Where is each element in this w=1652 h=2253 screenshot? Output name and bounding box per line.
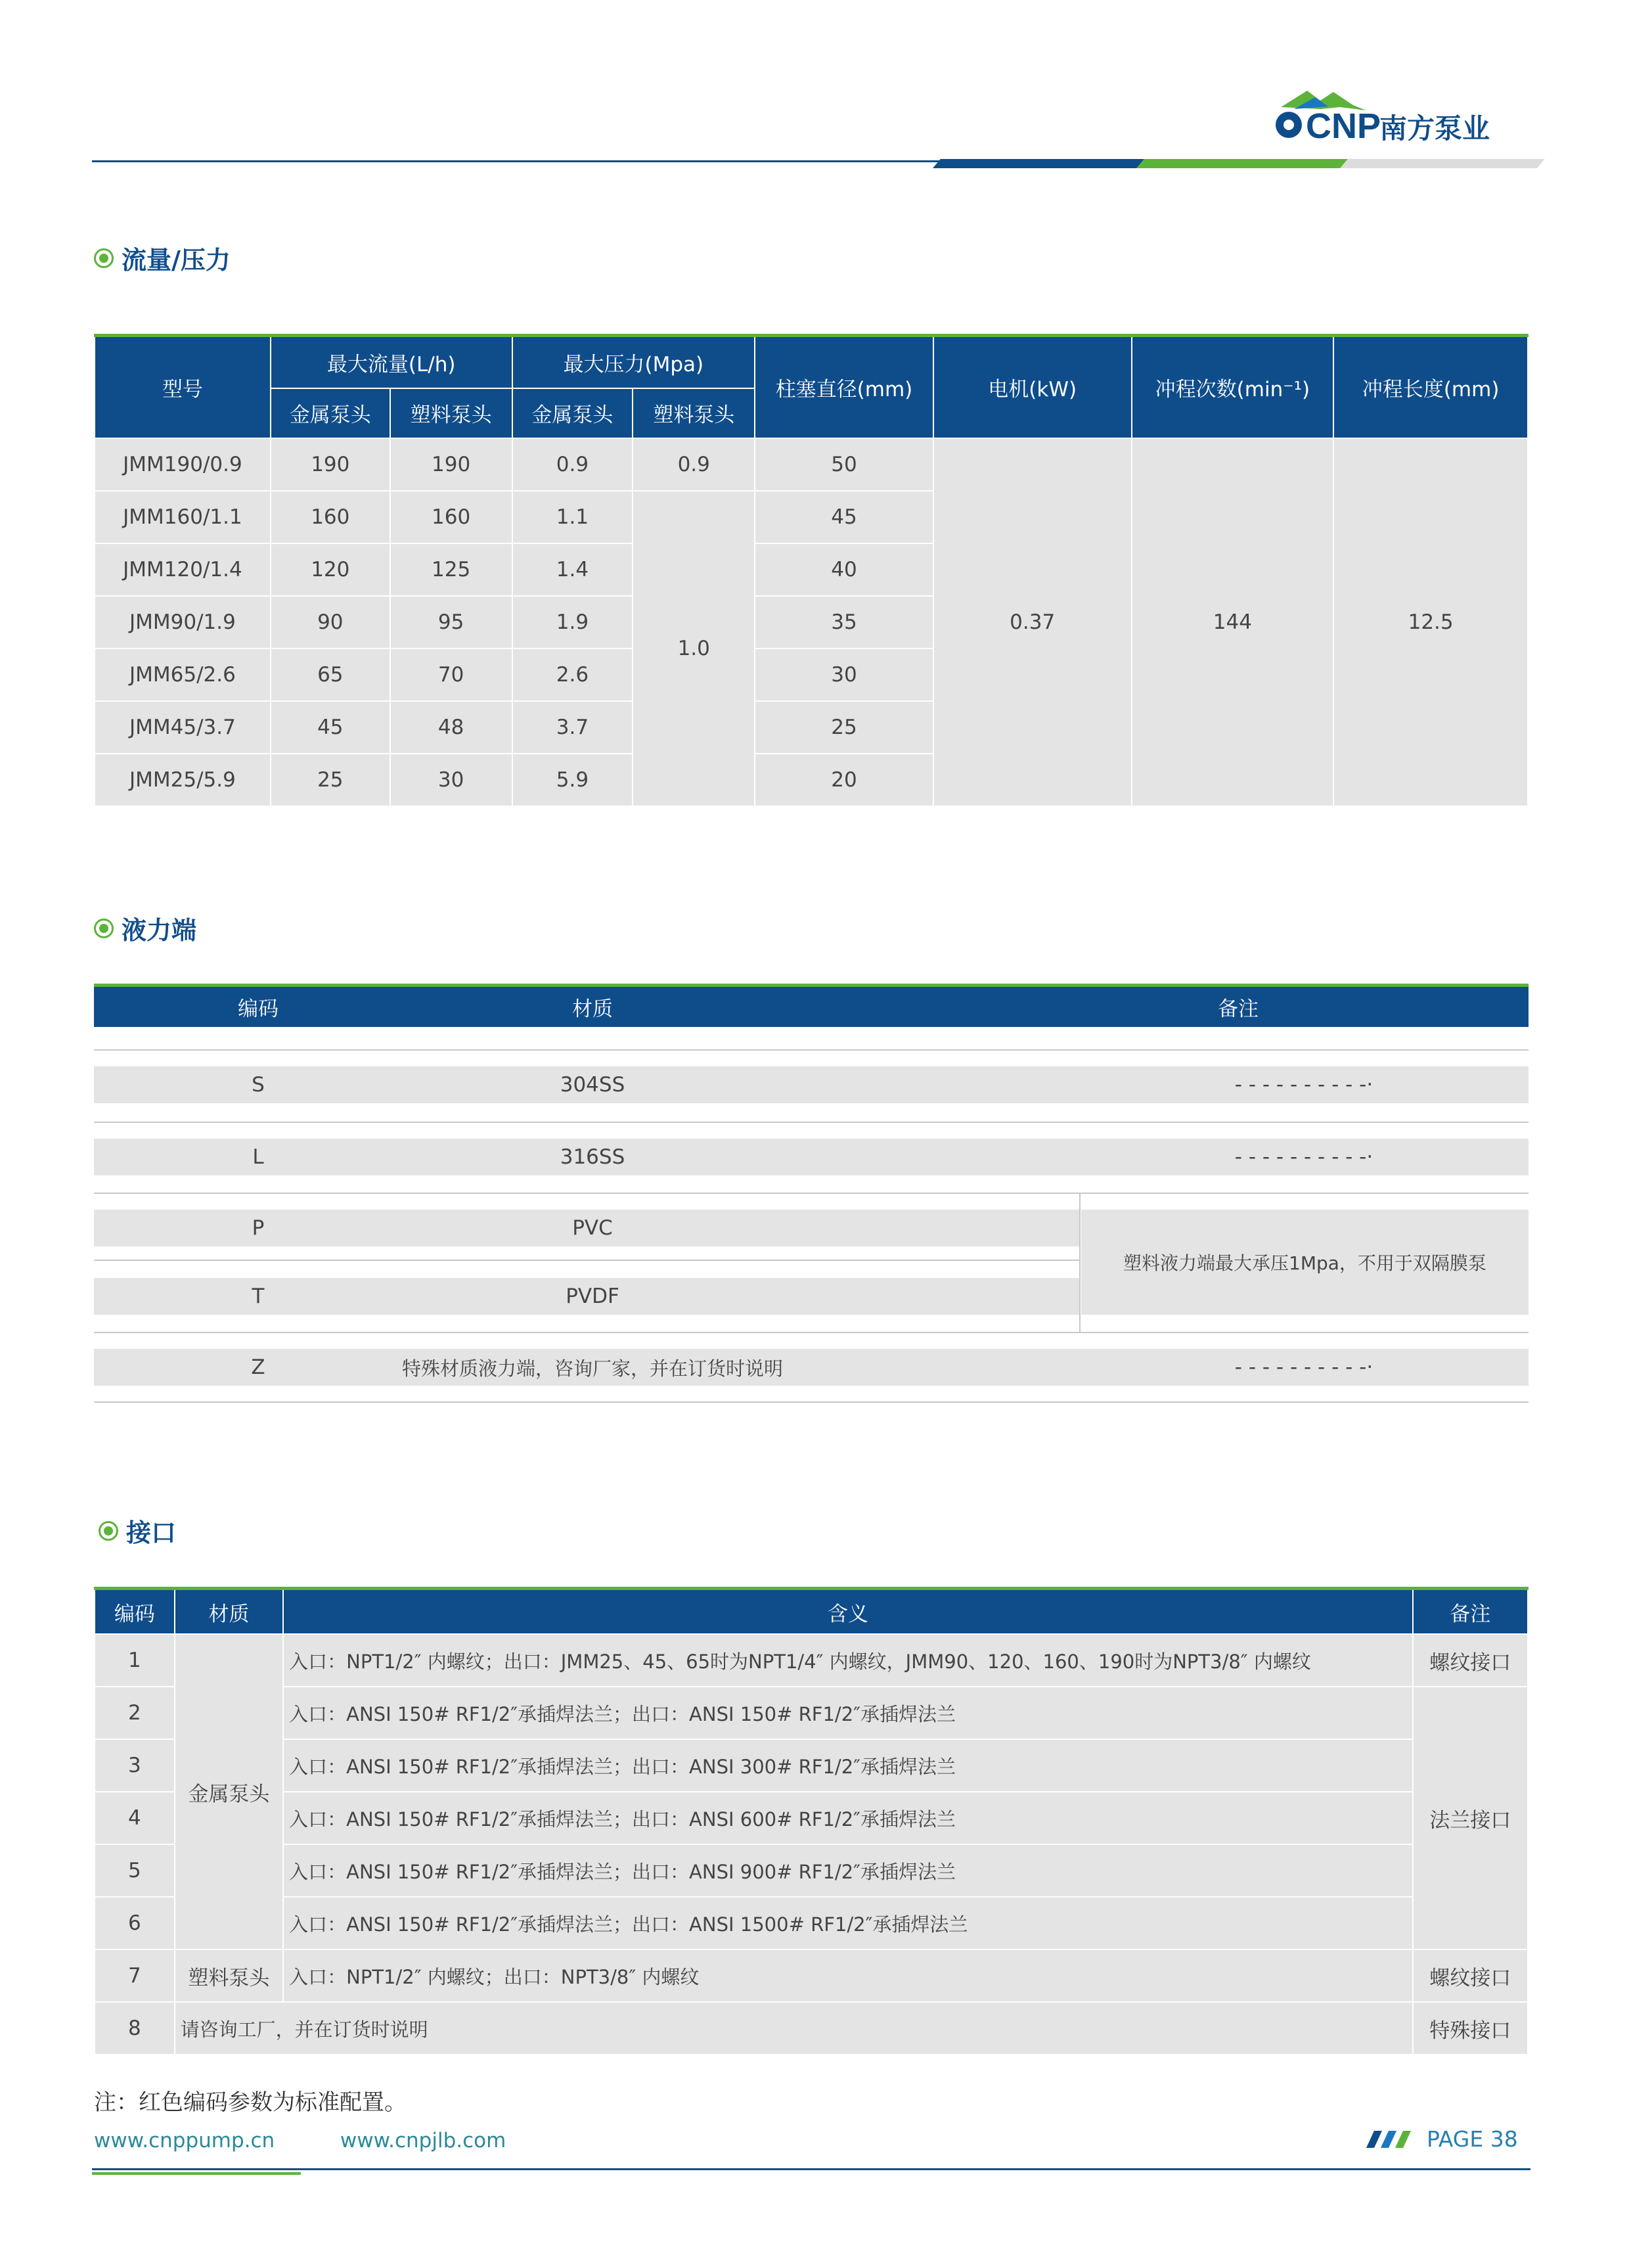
flow-pressure-table <box>94 334 1529 807</box>
th-material: 材质 <box>572 997 613 1021</box>
table-row: 7 塑料泵头 入口：NPT1/2″ 内螺纹；出口：NPT3/8″ 内螺纹 螺纹接口 <box>95 1949 1528 2002</box>
footer-url-2[interactable]: www.cnpjlb.com <box>340 2129 506 2152</box>
plastic-head-cell: 塑料泵头 <box>175 1949 283 2002</box>
stroke-rate-value: 144 <box>1132 438 1334 806</box>
th-conn-meaning: 含义 <box>283 1589 1412 1635</box>
footer-green-accent <box>92 2172 301 2175</box>
table-row: 8 请咨询工厂，并在订货时说明 特殊接口 <box>95 2002 1528 2055</box>
table-row: T PVDF <box>94 1278 1079 1315</box>
th-conn-material: 材质 <box>175 1589 283 1635</box>
table-row: S 304SS - - - - - - - - - -· <box>94 1066 1529 1103</box>
page-number: PAGE 38 <box>1360 2126 1518 2152</box>
flange-note-cell: 法兰接口 <box>1413 1687 1528 1949</box>
footer-url-1[interactable]: www.cnppump.cn <box>94 2129 275 2152</box>
th-plunger: 柱塞直径(mm) <box>755 336 933 438</box>
section-title-liquid: 液力端 <box>94 910 196 946</box>
table-row: JMM65/2.6 65 70 2.6 30 <box>95 649 1528 701</box>
table-row: 2 入口：ANSI 150# RF1/2″承插焊法兰；出口：ANSI 150# RF1/2″承插焊法兰 法兰接口 <box>95 1687 1528 1739</box>
table-row: L 316SS - - - - - - - - - -· <box>94 1139 1529 1175</box>
table-row: JMM25/5.9 25 30 5.9 20 <box>95 754 1528 806</box>
th-stroke-len: 冲程长度(mm) <box>1333 336 1528 438</box>
p-plastic-merged: 1.0 <box>633 491 755 806</box>
bullet-icon <box>99 1521 118 1541</box>
stripes-icon <box>1360 2129 1419 2149</box>
metal-head-cell: 金属泵头 <box>175 1634 283 1949</box>
table-row: P PVC <box>94 1210 1079 1246</box>
th-flow-metal: 金属泵头 <box>271 388 390 438</box>
header-color-bar <box>933 159 1537 168</box>
motor-value: 0.37 <box>933 438 1132 806</box>
cnp-logo <box>1268 78 1504 150</box>
th-flow-plastic: 塑料泵头 <box>390 388 512 438</box>
table-row: JMM120/1.4 120 125 1.4 40 <box>95 543 1528 596</box>
table-row: JMM90/1.9 90 95 1.9 35 <box>95 596 1528 649</box>
bullet-icon <box>94 919 114 938</box>
bullet-icon <box>94 248 114 268</box>
th-p-metal: 金属泵头 <box>512 388 633 438</box>
table-row: JMM190/0.9 190 190 0.9 0.9 50 0.37 144 12.5 <box>95 438 1528 491</box>
footnote: 注：红色编码参数为标准配置。 <box>94 2089 407 2116</box>
connection-table <box>94 1587 1529 2055</box>
liquid-table-header <box>94 984 1529 1027</box>
th-model: 型号 <box>95 336 271 438</box>
table-row: 5 入口：ANSI 150# RF1/2″承插焊法兰；出口：ANSI 900# RF1/2″承插焊法兰 <box>95 1844 1528 1897</box>
table-row: 6 入口：ANSI 150# RF1/2″承插焊法兰；出口：ANSI 1500# RF1/2″承插焊法兰 <box>95 1897 1528 1949</box>
th-note: 备注 <box>1218 997 1259 1021</box>
table-row: JMM160/1.1 160 160 1.1 1.0 45 <box>95 491 1528 543</box>
th-stroke-rate: 冲程次数(min⁻¹) <box>1132 336 1334 438</box>
footer-urls <box>94 2129 506 2152</box>
th-p-plastic: 塑料泵头 <box>633 388 755 438</box>
table-row: JMM45/3.7 45 48 3.7 25 <box>95 701 1528 754</box>
table-row: 1 金属泵头 入口：NPT1/2″ 内螺纹；出口：JMM25、45、65时为NPT1/4″ 内螺纹，JMM90、120、160、190时为NPT3/8″ 内螺纹 螺纹接口 <box>95 1634 1528 1687</box>
section-title-flow: 流量/压力 <box>94 240 231 276</box>
th-code: 编码 <box>238 997 279 1021</box>
table-row: 4 入口：ANSI 150# RF1/2″承插焊法兰；出口：ANSI 600# RF1/2″承插焊法兰 <box>95 1792 1528 1844</box>
stroke-len-value: 12.5 <box>1333 438 1528 806</box>
pt-note-cell: 塑料液力端最大承压1Mpa，不用于双隔膜泵 <box>1081 1210 1529 1315</box>
th-max-flow: 最大流量(L/h) <box>271 336 512 388</box>
footer-line <box>92 2168 1530 2170</box>
brand-cn: 南方泵业 <box>1379 112 1490 145</box>
th-motor: 电机(kW) <box>933 336 1132 438</box>
th-max-pressure: 最大压力(Mpa) <box>512 336 755 388</box>
section-title-connection: 接口 <box>99 1513 176 1549</box>
table-row: Z 特殊材质液力端，咨询厂家，并在订货时说明 - - - - - - - - - -· <box>94 1349 1529 1386</box>
brand-en: CNP <box>1306 106 1381 146</box>
table-row: 3 入口：ANSI 150# RF1/2″承插焊法兰；出口：ANSI 300# RF1/2″承插焊法兰 <box>95 1739 1528 1792</box>
th-conn-code: 编码 <box>95 1589 175 1635</box>
th-conn-note: 备注 <box>1413 1589 1528 1635</box>
